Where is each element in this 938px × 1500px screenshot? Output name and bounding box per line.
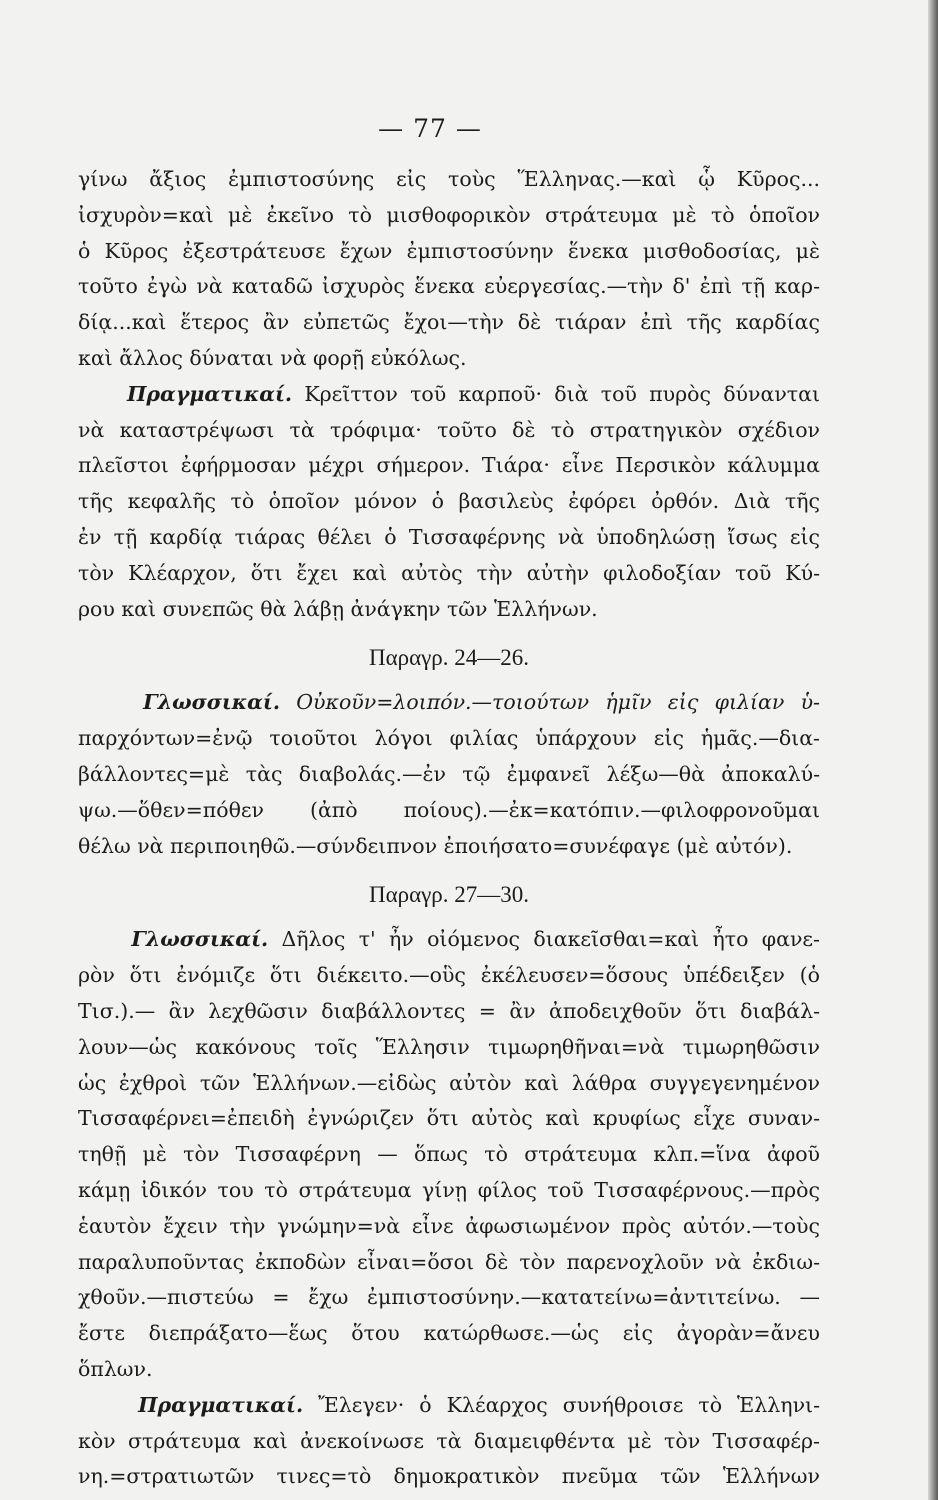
- line-text: νὰ καταστρέψωσι τὰ τρόφιμα· τοῦτο δὲ τὸ στρατηγικὸν σχέδιον: [78, 417, 820, 442]
- line-text: θέλω νὰ περιποιηθῶ.—σύνδειπνον ἐποιήσατο=συνέφαγε (μὲ αὐτόν).: [78, 833, 793, 858]
- line-text: ἔστε διεπράξατο—ἕως ὅτου κατώρθωσε.—ὡς εἰς ἀγορὰν=ἄνευ: [78, 1321, 820, 1346]
- text-line: [78, 757, 820, 793]
- text-line: [78, 234, 820, 270]
- text-line: [78, 1030, 820, 1066]
- page-body: [78, 162, 820, 1495]
- line-text: πλεῖστοι ἐφήρμοσαν μέχρι σήμερον. Τιάρα· εἶνε Περσικὸν κάλυμμα: [78, 453, 820, 478]
- text-line: [78, 1173, 820, 1209]
- page-edge-shadow: [928, 0, 938, 1500]
- line-text: ὁ Κῦρος ἐξεστράτευσε ἔχων ἐμπιστοσύνην ἕνεκα μισθοδοσίας, μὲ: [78, 238, 820, 263]
- text-line: [78, 1316, 820, 1352]
- line-text: καὶ ἄλλος δύναται νὰ φορῇ εὐκόλως.: [78, 345, 467, 370]
- text-line: [78, 1352, 820, 1388]
- text-line: [78, 198, 820, 234]
- text-line: [78, 922, 820, 958]
- text-line: [78, 556, 820, 592]
- line-text: νη.=στρατιωτῶν τινες=τὸ δημοκρατικὸν πνεῦμα τῶν Ἑλλήνων: [78, 1464, 820, 1489]
- line-text: ψω.—ὅθεν=πόθεν (ἀπὸ ποίους).—ἐκ=κατόπιν.—φιλοφρονοῦμαι: [78, 797, 820, 822]
- text-line: [78, 341, 820, 377]
- section-label: Πραγματικαί.: [127, 381, 293, 406]
- text-line: [78, 829, 820, 865]
- line-text: ἐν τῇ καρδίᾳ τιάρας θέλει ὁ Τισσαφέρνης νὰ ὑποδηλώσῃ ἴσως εἰς: [78, 524, 820, 549]
- text-line: [78, 484, 820, 520]
- text-line: [78, 721, 820, 757]
- line-text: γίνω ἄξιος ἐμπιστοσύνης εἰς τοὺς Ἕλληνας.—καὶ ᾧ Κῦρος...: [78, 167, 820, 191]
- text-line: [78, 305, 820, 341]
- text-line: [78, 1209, 820, 1245]
- text-line: [78, 413, 820, 449]
- text-line: [78, 958, 820, 994]
- line-text: παραλυποῦντας ἐκποδὼν εἶναι=ὅσοι δὲ τὸν παρενοχλοῦν νὰ ἐκδιω-: [78, 1249, 820, 1274]
- section-label: Πραγματικαί.: [138, 1392, 304, 1417]
- line-text: ὡς ἐχθροὶ τῶν Ἑλλήνων.—εἰδὼς αὐτὸν καὶ λάθρα συγγεγενημένον: [78, 1070, 820, 1095]
- text-line: [78, 448, 820, 484]
- paragraph-1: [78, 162, 820, 377]
- line-text: δίᾳ...καὶ ἕτερος ἂν εὐπετῶς ἔχοι—τὴν δὲ τιάραν ἐπὶ τῆς καρδίας: [78, 310, 820, 335]
- line-text: παρχόντων=ἐνῷ τοιοῦτοι λόγοι φιλίας ὑπάρχουν εἰς ἡμᾶς.—δια-: [78, 726, 820, 751]
- line-text: τοῦτο ἐγὼ νὰ καταδῶ ἰσχυρὸς ἕνεκα εὐεργεσίας.—τὴν δ' ἐπὶ τῇ καρ-: [78, 274, 820, 299]
- line-text: τῆς κεφαλῆς τὸ ὁποῖον μόνον ὁ βασιλεὺς ἐφόρει ὀρθόν. Διὰ τῆς: [78, 489, 820, 514]
- line-text: τηθῇ μὲ τὸν Τισσαφέρνη — ὅπως τὸ στράτευμα κλπ.=ἵνα ἀφοῦ: [78, 1142, 820, 1167]
- line-text: κὸν στράτευμα καὶ ἀνεκοίνωσε τὰ διαμειφθέντα μὲ τὸν Τισσαφέρ-: [78, 1428, 820, 1453]
- paragraph-3: [78, 685, 820, 864]
- text-line: [78, 377, 820, 413]
- section-heading: Παραγρ. 27—30.: [368, 882, 530, 908]
- text-line: [78, 1137, 820, 1173]
- text-line: [78, 1388, 820, 1424]
- text-line: [78, 1066, 820, 1102]
- page-number: — 77 —: [378, 114, 482, 143]
- section-label: Γλωσσικαί.: [131, 927, 269, 952]
- text-line: [78, 269, 820, 305]
- paragraph-4: [78, 922, 820, 1387]
- line-text: ρου καὶ συνεπῶς θὰ λάβῃ ἀνάγκην τῶν Ἑλλήνων.: [78, 596, 598, 621]
- line-text: ρὸν ὅτι ἐνόμιζε ὅτι διέκειτο.—οὓς ἐκέλευσεν=ὅσους ὑπέδειξεν (ὁ: [78, 963, 820, 988]
- section-heading: Παραγρ. 24—26.: [368, 645, 530, 671]
- line-text: Οὐκοῦν=λοιπόν.—τοιούτων ἡμῖν εἰς φιλίαν ὑ-: [279, 690, 820, 715]
- line-text: Δῆλος τ' ἦν οἰόμενος διακεῖσθαι=καὶ ἦτο φανε-: [268, 927, 820, 952]
- line-text: ἰσχυρὸν=καὶ μὲ ἐκεῖνο τὸ μισθοφορικὸν στράτευμα μὲ τὸ ὁποῖον: [78, 202, 820, 227]
- text-line: [78, 1280, 820, 1316]
- line-text: ἑαυτὸν ἔχειν τὴν γνώμην=νὰ εἶνε ἀφωσιωμένον πρὸς αὐτόν.—τοὺς: [78, 1213, 820, 1238]
- line-text: ὅπλων.: [78, 1356, 153, 1381]
- line-text: χθοῦν.—πιστεύω = ἔχω ἐμπιστοσύνην.—κατατείνω=ἀντιτείνω. —: [78, 1285, 820, 1310]
- line-text: Κρεῖττον τοῦ καρποῦ· διὰ τοῦ πυρὸς δύνανται: [292, 381, 820, 406]
- paragraph-2: [78, 377, 820, 628]
- paragraph-5: [78, 1388, 820, 1495]
- text-line: [78, 793, 820, 829]
- text-line: [78, 1101, 820, 1137]
- section-label: Γλωσσικαί.: [143, 690, 280, 715]
- line-text: βάλλοντες=μὲ τὰς διαβολάς.—ἐν τῷ ἐμφανεῖ λέξω—θὰ ἀποκαλύ-: [78, 761, 820, 786]
- text-line: [78, 685, 820, 721]
- line-text: λουν—ὡς κακόνους τοῖς Ἕλλησιν τιμωρηθῆναι=νὰ τιμωρηθῶσιν: [78, 1034, 820, 1059]
- text-line: [78, 1459, 820, 1495]
- text-line: [78, 1424, 820, 1460]
- line-text: τὸν Κλέαρχον, ὅτι ἔχει καὶ αὐτὸς τὴν αὐτὴν φιλοδοξίαν τοῦ Κύ-: [78, 560, 820, 585]
- line-text: κάμῃ ἰδικόν του τὸ στράτευμα γίνῃ φίλος τοῦ Τισσαφέρνους.—πρὸς: [78, 1177, 820, 1202]
- text-line: [78, 520, 820, 556]
- text-line: [78, 592, 820, 628]
- text-line: [78, 1245, 820, 1281]
- text-line: [78, 162, 820, 198]
- line-text: Ἔλεγεν· ὁ Κλέαρχος συνήθροισε τὸ Ἑλληνι-: [303, 1392, 820, 1417]
- line-text: Τισσαφέρνει=ἐπειδὴ ἐγνώριζεν ὅτι αὐτὸς καὶ κρυφίως εἶχε συναν-: [78, 1106, 820, 1131]
- text-line: [78, 994, 820, 1030]
- line-text: Τισ.).— ἂν λεχθῶσιν διαβάλλοντες = ἂν ἀποδειχθοῦν ὅτι διαβάλ-: [78, 998, 820, 1023]
